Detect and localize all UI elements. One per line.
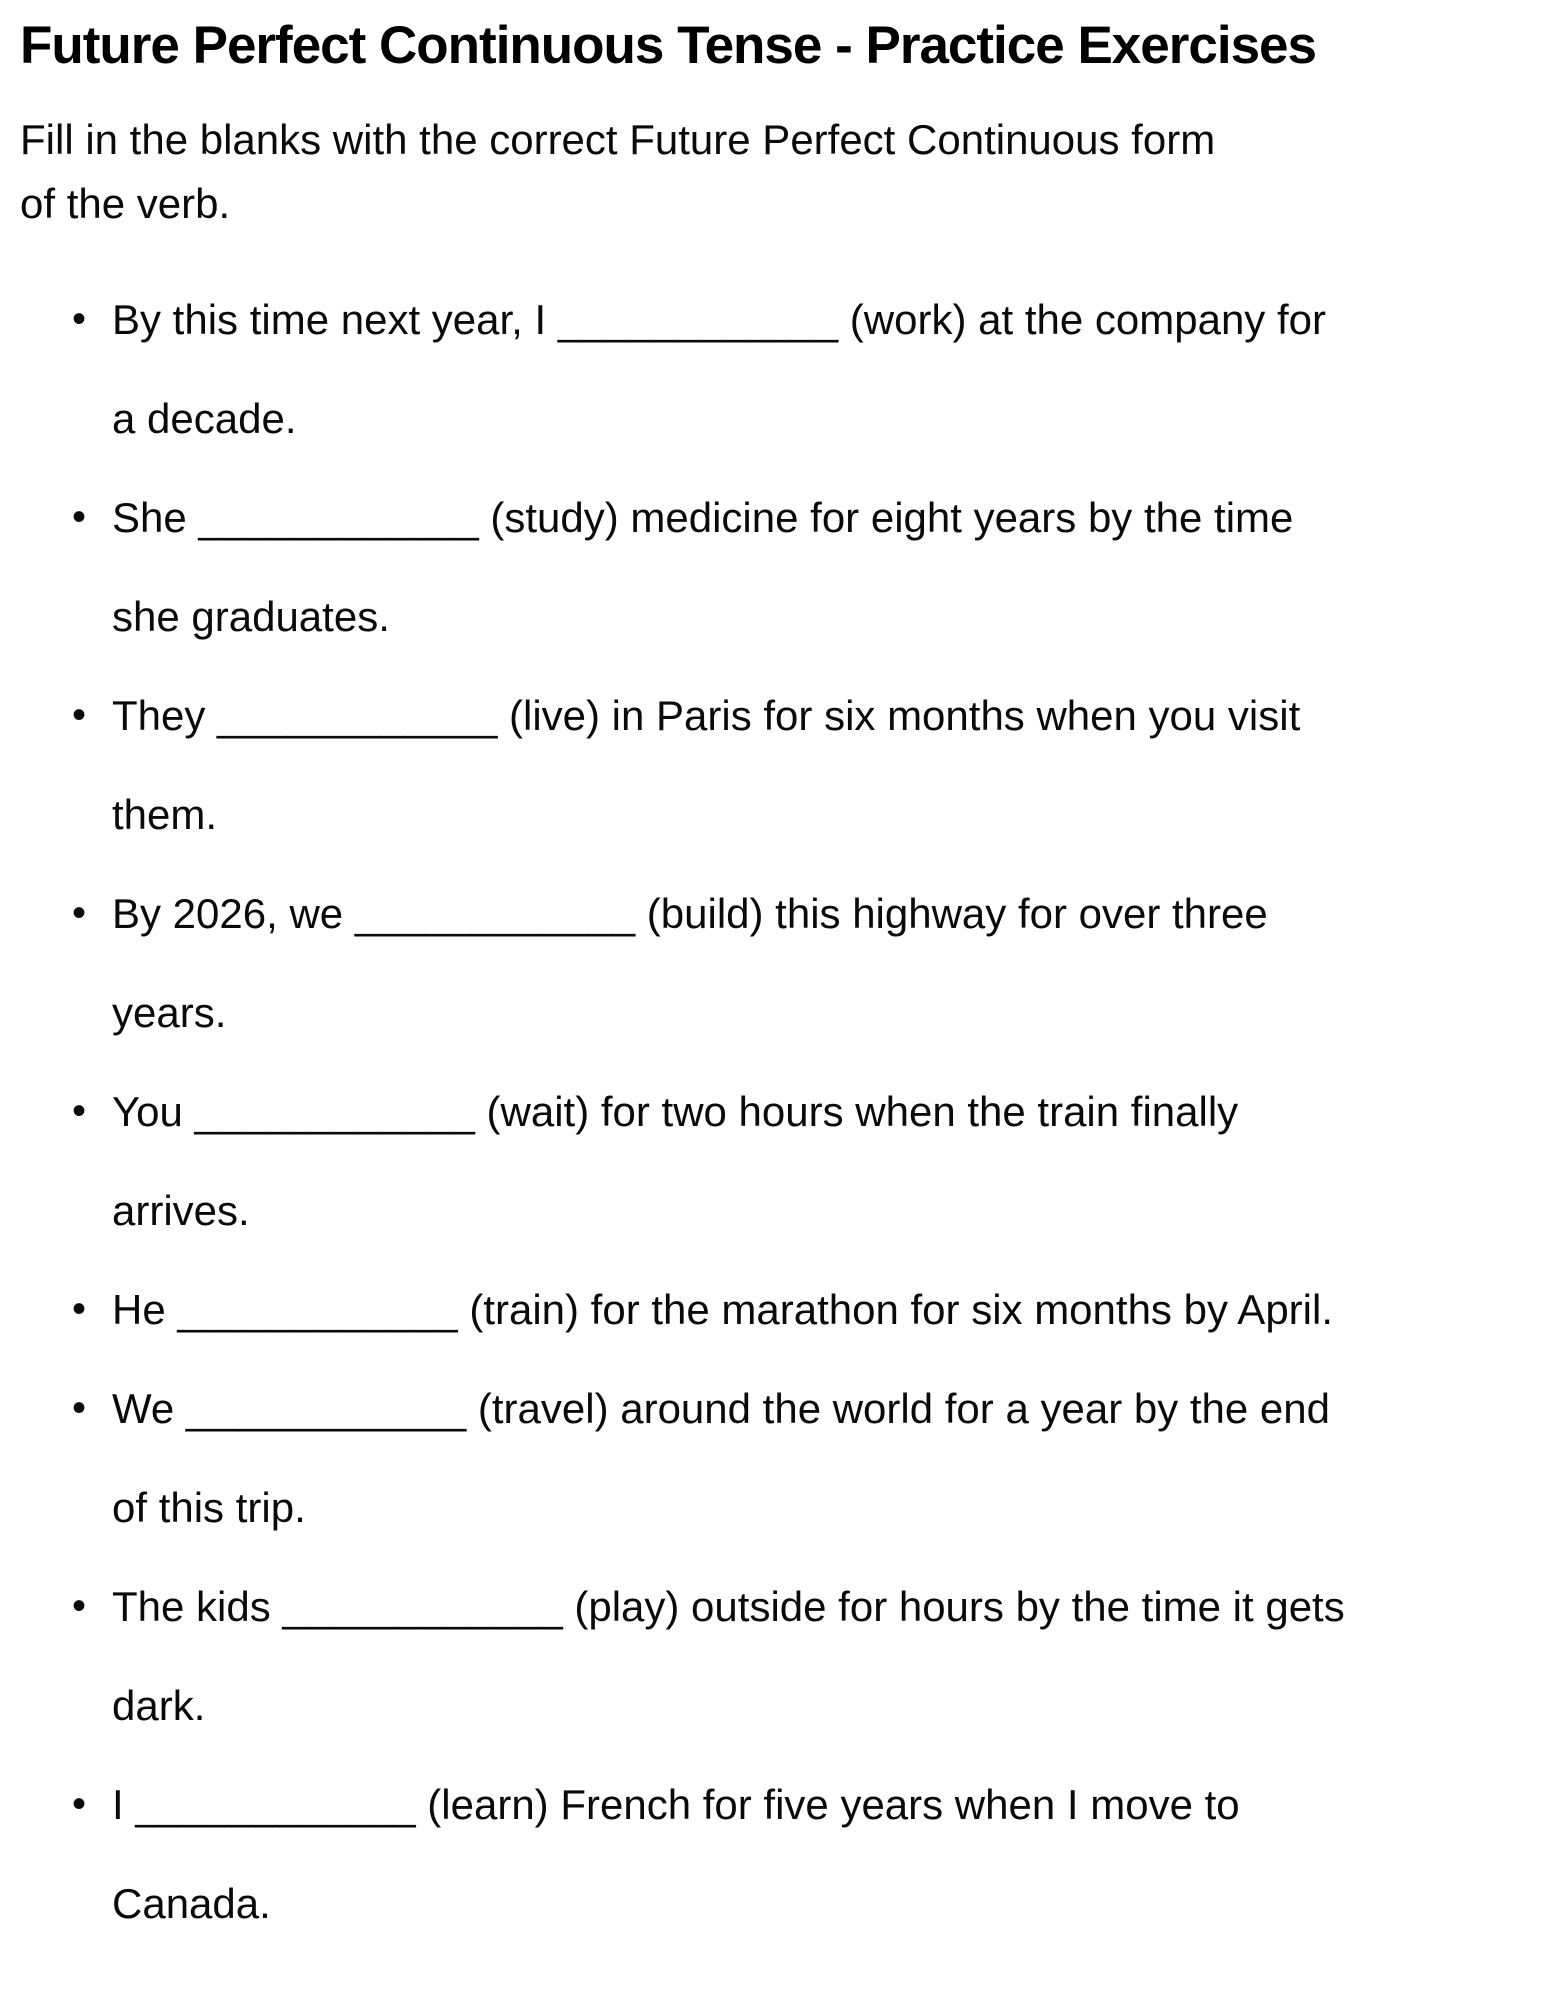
exercise-item bbox=[20, 1359, 1525, 1557]
exercise-line: I ____________ (learn) French for five years when I move to bbox=[112, 1781, 1240, 1828]
exercise-list bbox=[20, 270, 1525, 1953]
exercise-line: We ____________ (travel) around the world for a year by the end bbox=[112, 1385, 1330, 1432]
instructions-line: of the verb. bbox=[20, 180, 231, 227]
bullet-icon: • bbox=[72, 693, 87, 737]
exercise-line: Canada. bbox=[112, 1880, 271, 1927]
bullet-icon: • bbox=[72, 891, 87, 935]
exercise-line: a decade. bbox=[112, 395, 297, 442]
bullet-icon: • bbox=[72, 1287, 87, 1331]
exercise-line: dark. bbox=[112, 1682, 206, 1729]
exercise-line: By this time next year, I ____________ (work) at the company for bbox=[112, 296, 1326, 343]
exercise-line: She ____________ (study) medicine for eight years by the time bbox=[112, 494, 1294, 541]
exercise-line: them. bbox=[112, 791, 218, 838]
bullet-icon: • bbox=[72, 1782, 87, 1826]
exercise-item bbox=[20, 864, 1525, 1062]
exercise-item bbox=[20, 1557, 1525, 1755]
exercise-item bbox=[20, 468, 1525, 666]
bullet-icon: • bbox=[72, 1386, 87, 1430]
exercise-line: He ____________ (train) for the marathon for six months by April. bbox=[112, 1286, 1333, 1333]
exercise-line: They ____________ (live) in Paris for six months when you visit bbox=[112, 692, 1301, 739]
exercise-item bbox=[20, 1755, 1525, 1953]
instructions bbox=[20, 108, 1525, 236]
exercise-line: arrives. bbox=[112, 1187, 250, 1234]
page-title: Future Perfect Continuous Tense - Practice Exercises bbox=[20, 16, 1317, 75]
bullet-icon: • bbox=[72, 297, 87, 341]
exercise-line: years. bbox=[112, 989, 227, 1036]
bullet-icon: • bbox=[72, 1584, 87, 1628]
exercise-line: By 2026, we ____________ (build) this highway for over three bbox=[112, 890, 1268, 937]
exercise-line: You ____________ (wait) for two hours when the train finally bbox=[112, 1088, 1239, 1135]
bullet-icon: • bbox=[72, 495, 87, 539]
exercise-line: she graduates. bbox=[112, 593, 390, 640]
exercise-item bbox=[20, 1260, 1525, 1359]
exercise-item bbox=[20, 666, 1525, 864]
exercise-line: The kids ____________ (play) outside for hours by the time it gets bbox=[112, 1583, 1345, 1630]
instructions-line: Fill in the blanks with the correct Future Perfect Continuous form bbox=[20, 116, 1216, 163]
exercise-item bbox=[20, 1062, 1525, 1260]
exercise-item bbox=[20, 270, 1525, 468]
exercise-line: of this trip. bbox=[112, 1484, 306, 1531]
bullet-icon: • bbox=[72, 1089, 87, 1133]
